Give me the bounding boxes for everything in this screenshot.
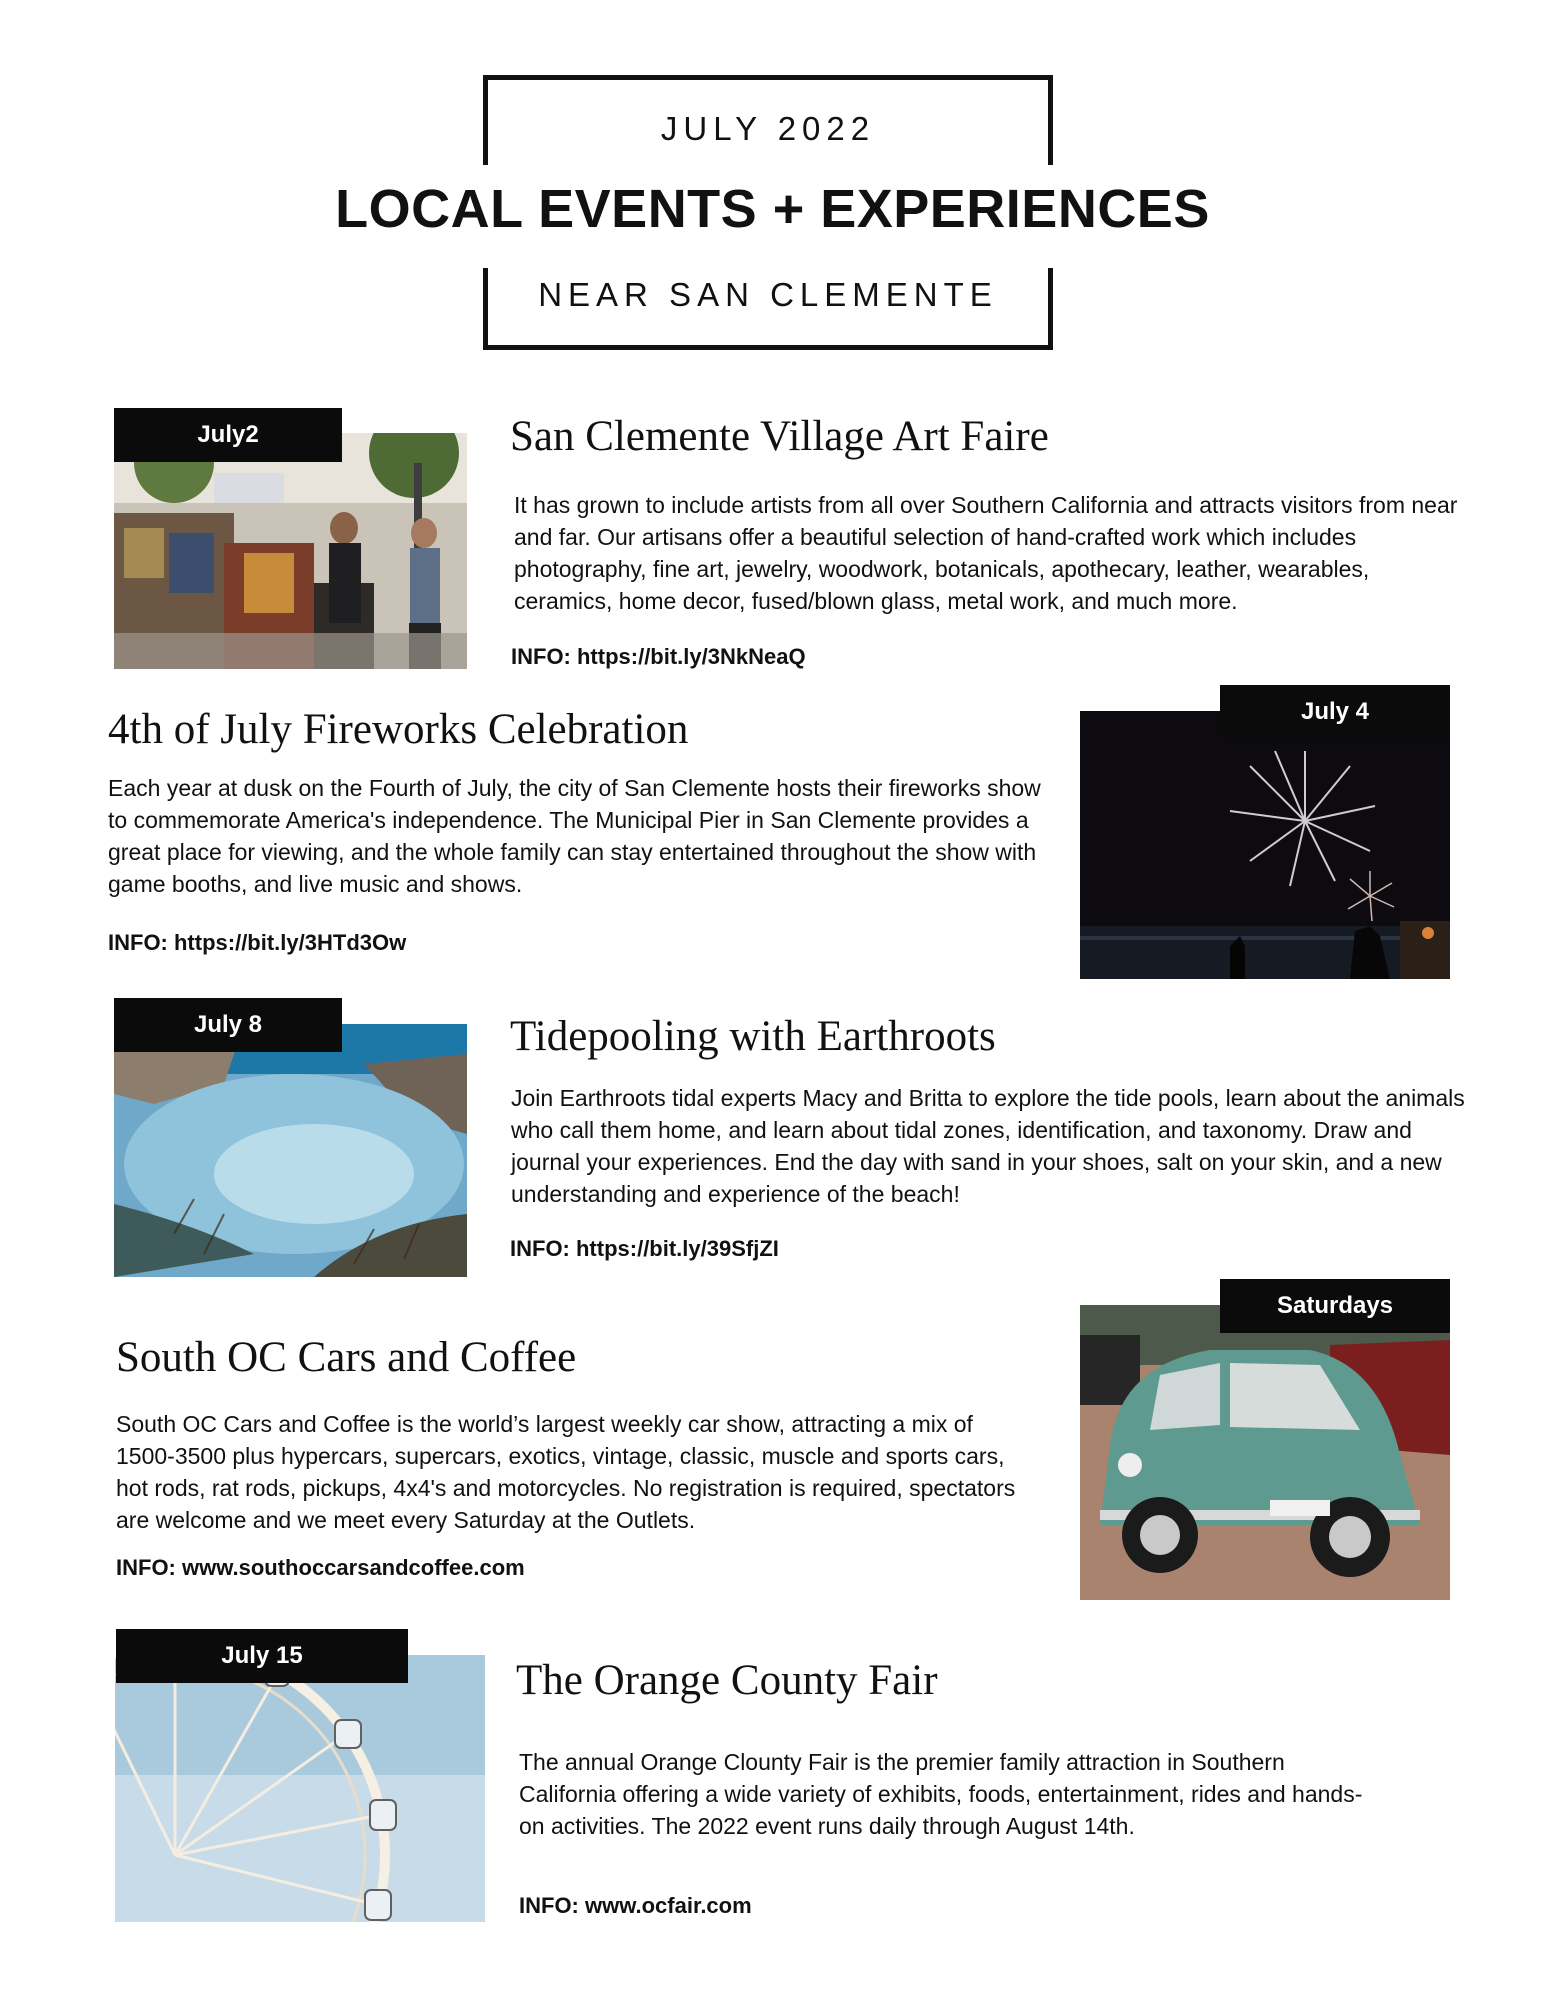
page-title: LOCAL EVENTS + EXPERIENCES	[335, 179, 1210, 239]
event-description: Each year at dusk on the Fourth of July, the city of San Clemente hosts their fireworks show to commemorate America's independence. The Municipal Pier in San Clemente provides a great place for viewing, and the whole family can stay entertained throughout the show with game booths, and live music and shows.	[108, 775, 1041, 897]
event-title: The Orange County Fair	[516, 1657, 938, 1704]
event-title: 4th of July Fireworks Celebration	[108, 706, 689, 753]
ferris-wheel-photo	[115, 1655, 485, 1922]
event-description: It has grown to include artists from all over Southern California and attracts visitors from near and far. Our artisans offer a beautiful selection of hand-crafted work which includes photography, fine art, jewelry, woodwork, botanicals, apothecary, leather, wearables, ceramics, home decor, fused/blown glass, metal work, and much more.	[514, 492, 1458, 614]
event-title: South OC Cars and Coffee	[116, 1334, 577, 1381]
header-subtitle: NEAR SAN CLEMENTE	[538, 276, 998, 313]
event-description: Join Earthroots tidal experts Macy and Britta to explore the tide pools, learn about the animals who call them home, and learn about tidal zones, identification, and taxonomy. Draw and journal your experiences. End the day with sand in your shoes, salt on your skin, and a new understanding and experience of the beach!	[511, 1085, 1465, 1207]
event-date-badge: July 4	[1220, 685, 1450, 739]
art-faire-photo	[114, 433, 467, 669]
event-description: South OC Cars and Coffee is the world’s largest weekly car show, attracting a mix of 1500-3500 plus hypercars, supercars, exotics, vintage, classic, muscle and sports cars, hot rods, rat rods, pickups, 4x4's and motorcycles. No registration is required, spectators are welcome and we meet every Saturday at the Outlets.	[116, 1411, 1016, 1533]
fireworks-photo	[1080, 711, 1450, 979]
event-info-link[interactable]: INFO: www.southoccarsandcoffee.com	[116, 1555, 525, 1580]
event-title: San Clemente Village Art Faire	[510, 413, 1049, 460]
event-date-badge: July 8	[114, 998, 342, 1052]
event-description: The annual Orange Clounty Fair is the premier family attraction in Southern California offering a wide variety of exhibits, foods, entertainment, rides and hands-on activities. The 2022 event runs daily through August 14th.	[519, 1749, 1363, 1839]
event-info-link[interactable]: INFO: https://bit.ly/39SfjZI	[510, 1236, 779, 1261]
event-date-badge: Saturdays	[1220, 1279, 1450, 1333]
event-info-link[interactable]: INFO: https://bit.ly/3NkNeaQ	[511, 644, 806, 669]
event-date-badge: July 15	[116, 1629, 408, 1683]
header-month: JULY 2022	[660, 110, 876, 147]
event-info-link[interactable]: INFO: www.ocfair.com	[519, 1893, 752, 1918]
tidepool-photo	[114, 1024, 467, 1277]
event-title: Tidepooling with Earthroots	[510, 1013, 996, 1060]
classic-car-photo	[1080, 1305, 1450, 1600]
event-info-link[interactable]: INFO: https://bit.ly/3HTd3Ow	[108, 930, 407, 955]
event-date-badge: July2	[114, 408, 342, 462]
